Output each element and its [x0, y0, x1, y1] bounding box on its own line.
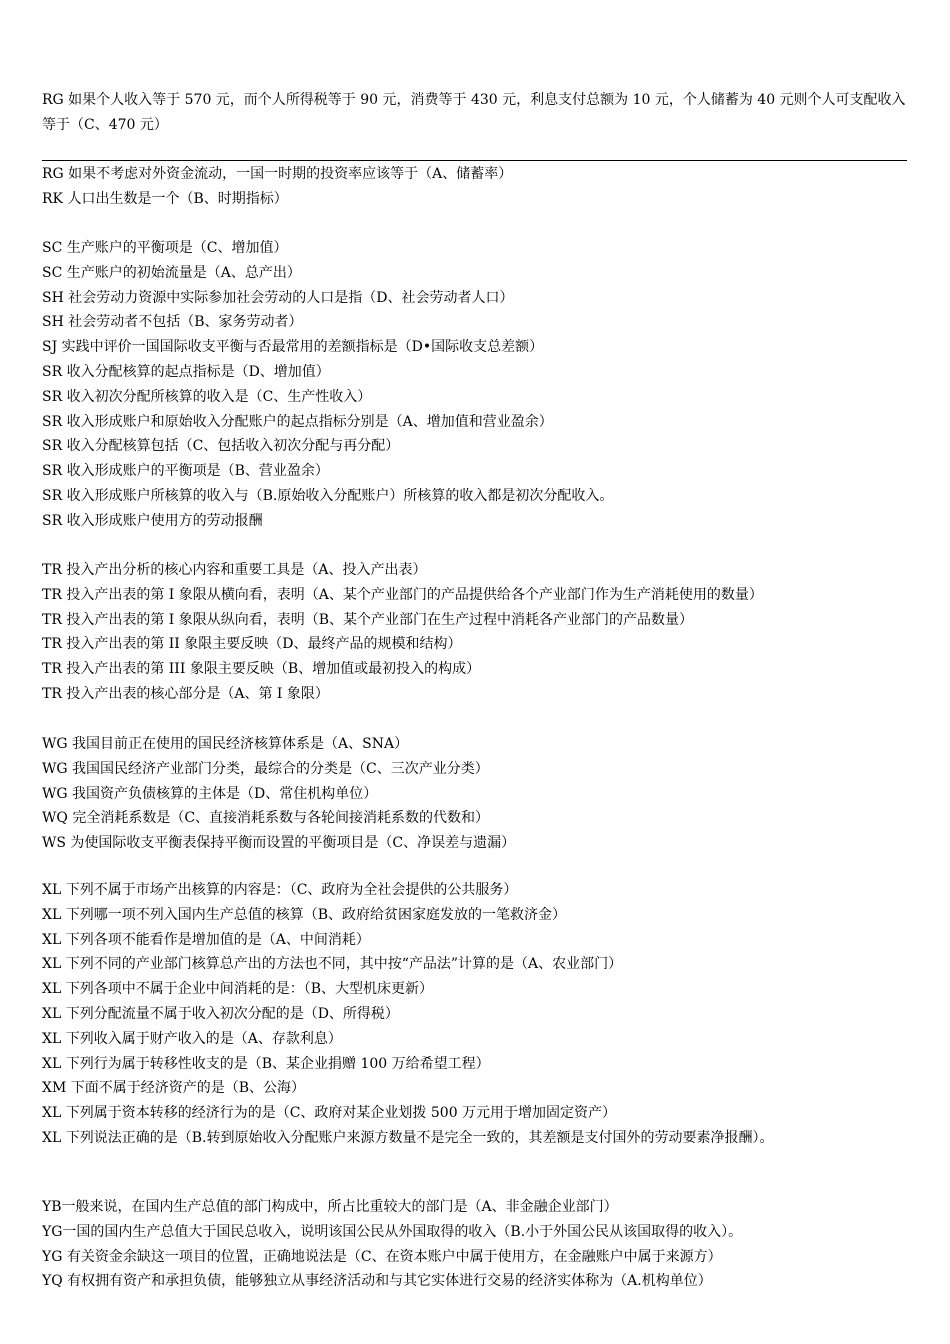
question-line: XL 下列说法正确的是（B.转到原始收入分配账户来源方数量不是完全一致的，其差额是支付国外的劳动要素净报酬）。	[42, 1129, 774, 1146]
question-line: TR 投入产出表的第 I 象限从横向看，表明（A、某个产业部门的产品提供给各个产业部门作为生产消耗使用的数量）	[42, 586, 763, 603]
question-line: SR 收入分配核算的起点指标是（D、增加值）	[42, 363, 330, 380]
question-line: XL 下列不同的产业部门核算总产出的方法也不同，其中按“产品法”计算的是（A、农业部门）	[42, 956, 623, 973]
question-line: SR 收入形成账户使用方的劳动报酬	[42, 512, 263, 529]
question-line: SR 收入初次分配所核算的收入是（C、生产性收入）	[42, 388, 372, 405]
question-line: TR 投入产出表的第 III 象限主要反映（B、增加值或最初投入的构成）	[42, 661, 481, 678]
question-line: XL 下列各项中不属于企业中间消耗的是：（B、大型机床更新）	[42, 981, 434, 998]
question-line: SC 生产账户的平衡项是（C、增加值）	[42, 240, 288, 256]
question-line: TR 投入产出分析的核心内容和重要工具是（A、投入产出表）	[42, 562, 427, 578]
horizontal-divider	[42, 160, 907, 161]
question-line: XL 下列属于资本转移的经济行为的是（C、政府对某企业划拨 500 万元用于增加固定资产）	[42, 1105, 617, 1122]
question-line: SC 生产账户的初始流量是（A、总产出）	[42, 264, 301, 281]
question-line: RG 如果个人收入等于 570 元，而个人所得税等于 90 元，消费等于 430 元，利息支付总额为 10 元，个人储蓄为 40 元则个人可支配收入等于（C、470 元）	[42, 92, 906, 133]
question-line: WS 为使国际收支平衡表保持平衡而设置的平衡项目是（C、净误差与遗漏）	[42, 835, 516, 852]
question-line: YQ 有权拥有资产和承担负债，能够独立从事经济活动和与其它实体进行交易的经济实体称为（A.机构单位）	[42, 1273, 712, 1290]
section-rg-rk	[42, 162, 910, 212]
section-tr	[42, 558, 910, 707]
question-line: WG 我国资产负债核算的主体是（D、常住机构单位）	[42, 785, 378, 802]
question-line: SR 收入形成账户的平衡项是（B、营业盈余）	[42, 463, 329, 480]
question-line: YB一般来说，在国内生产总值的部门构成中，所占比重较大的部门是（A、非金融企业部门）	[42, 1199, 618, 1215]
question-line: SR 收入形成账户所核算的收入与（B.原始收入分配账户）所核算的收入都是初次分配收入。	[42, 487, 614, 504]
question-line: SR 收入分配核算包括（C、包括收入初次分配与再分配）	[42, 438, 400, 455]
question-line: SJ 实践中评价一国国际收支平衡与否最常用的差额指标是（D•国际收支总差额）	[42, 339, 544, 356]
question-line: YG一国的国内生产总值大于国民总收入，说明该国公民从外国取得的收入（B.小于外国公民从该国取得的收入）。	[42, 1223, 743, 1240]
section-x	[42, 878, 910, 1151]
section-s	[42, 236, 910, 534]
question-line: SH 社会劳动力资源中实际参加社会劳动的人口是指（D、社会劳动者人口）	[42, 289, 514, 306]
section-y	[42, 1195, 910, 1294]
question-line: XL 下列分配流量不属于收入初次分配的是（D、所得税）	[42, 1005, 399, 1022]
question-line: XL 下列收入属于财产收入的是（A、存款利息）	[42, 1030, 342, 1047]
section-rg-income	[42, 88, 910, 138]
question-line: SH 社会劳动者不包括（B、家务劳动者）	[42, 314, 303, 331]
question-line: RG 如果不考虑对外资金流动，一国一时期的投资率应该等于（A、储蓄率）	[42, 166, 513, 182]
question-line: TR 投入产出表的核心部分是（A、第 I 象限）	[42, 685, 329, 702]
question-line: WG 我国目前正在使用的国民经济核算体系是（A、SNA）	[42, 736, 409, 752]
question-line: SR 收入形成账户和原始收入分配账户的起点指标分别是（A、增加值和营业盈余）	[42, 413, 553, 430]
question-line: XL 下列行为属于转移性收支的是（B、某企业捐赠 100 万给希望工程）	[42, 1055, 490, 1072]
question-line: XL 下列不属于市场产出核算的内容是：（C、政府为全社会提供的公共服务）	[42, 882, 518, 898]
question-line: WQ 完全消耗系数是（C、直接消耗系数与各轮间接消耗系数的代数和）	[42, 810, 490, 827]
question-line: RK 人口出生数是一个（B、时期指标）	[42, 190, 288, 207]
question-line: TR 投入产出表的第 II 象限主要反映（D、最终产品的规模和结构）	[42, 636, 462, 653]
question-line: XM 下面不属于经济资产的是（B、公海）	[42, 1080, 306, 1097]
section-w	[42, 732, 910, 856]
question-line: TR 投入产出表的第 I 象限从纵向看，表明（B、某个产业部门在生产过程中消耗各产业部门的产品数量）	[42, 611, 694, 628]
question-line: XL 下列各项不能看作是增加值的是（A、中间消耗）	[42, 931, 370, 948]
question-line: XL 下列哪一项不列入国内生产总值的核算（B、政府给贫困家庭发放的一笔救济金）	[42, 906, 566, 923]
question-line: YG 有关资金余缺这一项目的位置，正确地说法是（C、在资本账户中属于使用方，在金融账户中属于来源方）	[42, 1248, 722, 1265]
question-line: WG 我国国民经济产业部门分类，最综合的分类是（C、三次产业分类）	[42, 760, 489, 777]
